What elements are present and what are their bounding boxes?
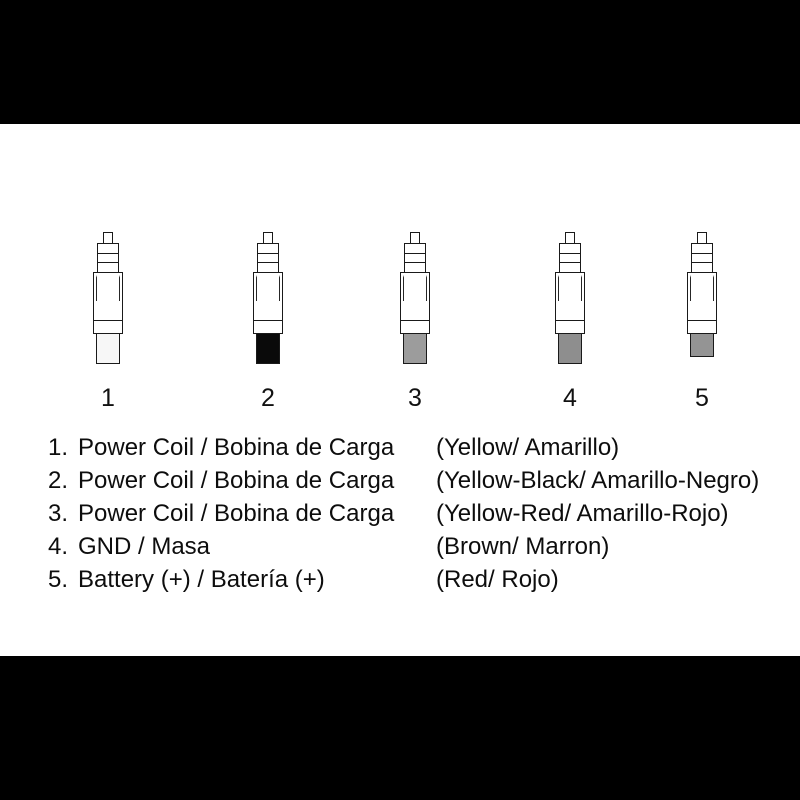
legend-function: Power Coil / Bobina de Carga [78, 434, 395, 461]
terminal-row [0, 124, 800, 424]
terminal-2 [208, 232, 328, 412]
terminal-neck-icon [691, 243, 713, 273]
terminal-crimp-icon [253, 320, 283, 334]
legend-wire-color: (Yellow-Black/ Amarillo-Negro) [436, 467, 760, 494]
terminal-crimp-icon [93, 320, 123, 334]
terminal-body-icon [253, 272, 283, 324]
terminal-wire-icon [256, 333, 280, 364]
legend-wire-color: (Red/ Rojo) [436, 566, 559, 593]
legend-wire-color: (Yellow/ Amarillo) [436, 434, 620, 461]
terminal-number-label: 3 [408, 384, 422, 412]
legend-number: 1. [48, 434, 69, 461]
terminal-body-icon [555, 272, 585, 324]
terminal-graphic [398, 232, 432, 364]
legend-function: GND / Masa [78, 533, 211, 560]
terminal-wire-icon [690, 333, 714, 357]
terminal-neck-icon [257, 243, 279, 273]
letterbox-top [0, 0, 800, 124]
terminal-number-label: 5 [695, 384, 709, 412]
legend-function: Battery (+) / Batería (+) [78, 566, 325, 593]
terminal-neck-icon [559, 243, 581, 273]
terminal-body-icon [400, 272, 430, 324]
terminal-neck-icon [97, 243, 119, 273]
terminal-3 [355, 232, 475, 412]
terminal-crimp-icon [687, 320, 717, 334]
terminal-wire-icon [403, 333, 427, 364]
terminal-number-label: 1 [101, 384, 115, 412]
legend-wire-color: (Yellow-Red/ Amarillo-Rojo) [436, 500, 729, 527]
legend-function: Power Coil / Bobina de Carga [78, 500, 395, 527]
terminal-graphic [685, 232, 719, 364]
terminal-body-icon [687, 272, 717, 324]
legend-row [48, 566, 788, 599]
terminal-neck-icon [404, 243, 426, 273]
legend-row [48, 500, 788, 533]
legend [48, 434, 788, 599]
terminal-graphic [553, 232, 587, 364]
legend-number: 5. [48, 566, 69, 593]
terminal-number-label: 4 [563, 384, 577, 412]
legend-function: Power Coil / Bobina de Carga [78, 467, 395, 494]
legend-row [48, 533, 788, 566]
terminal-wire-icon [558, 333, 582, 364]
legend-row [48, 467, 788, 500]
terminal-body-icon [93, 272, 123, 324]
terminal-crimp-icon [555, 320, 585, 334]
legend-number: 3. [48, 500, 69, 527]
terminal-crimp-icon [400, 320, 430, 334]
letterbox-bottom [0, 656, 800, 800]
terminal-graphic [251, 232, 285, 364]
terminal-wire-icon [96, 333, 120, 364]
terminal-1 [48, 232, 168, 412]
terminal-5 [642, 232, 762, 412]
legend-wire-color: (Brown/ Marron) [436, 533, 610, 560]
terminal-4 [510, 232, 630, 412]
terminal-graphic [91, 232, 125, 364]
diagram-canvas [0, 124, 800, 656]
legend-number: 2. [48, 467, 69, 494]
legend-number: 4. [48, 533, 69, 560]
legend-row [48, 434, 788, 467]
terminal-number-label: 2 [261, 384, 275, 412]
